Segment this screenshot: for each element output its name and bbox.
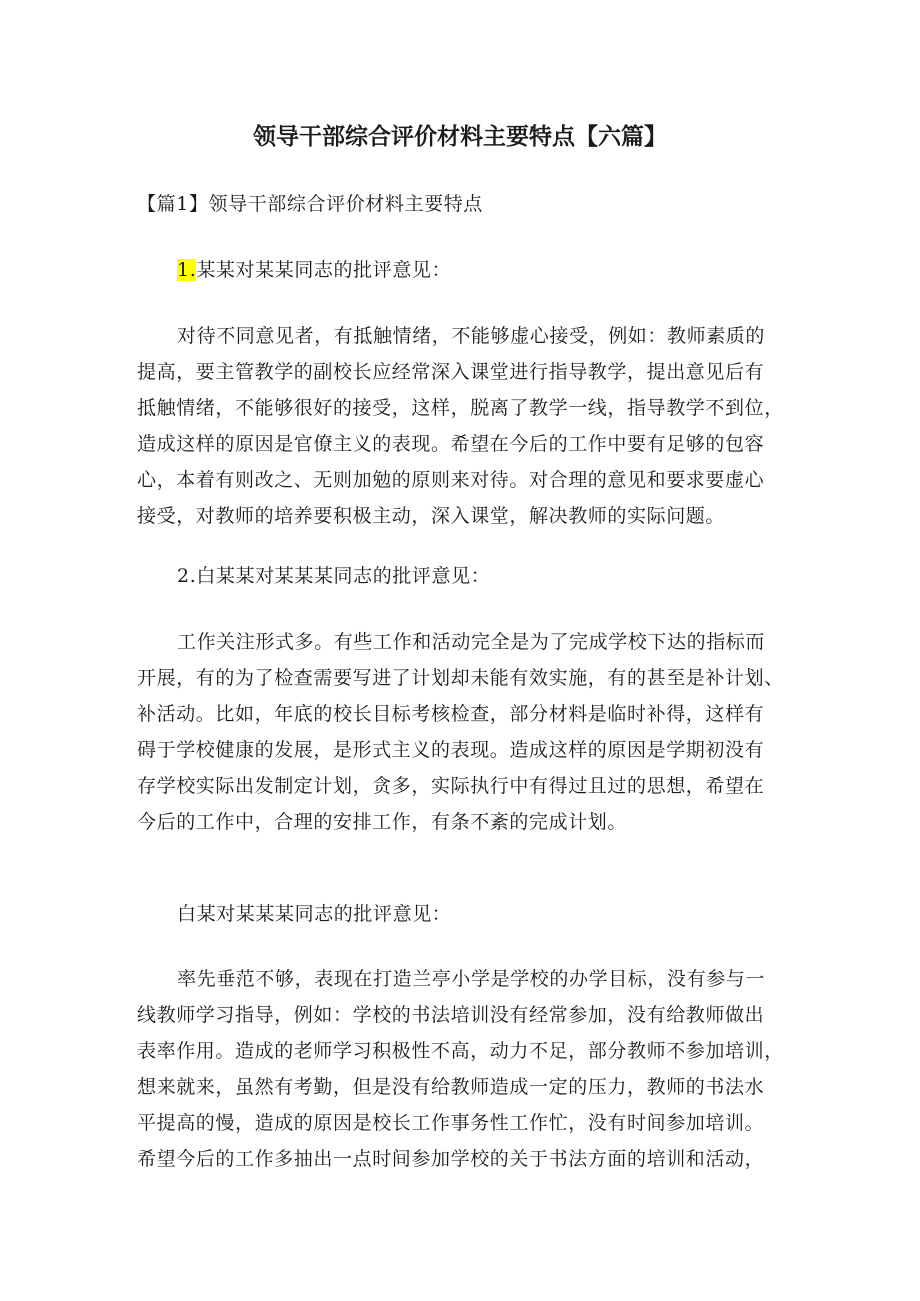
- paragraph-line: 表率作用。造成的老师学习积极性不高，动力不足，部分教师不参加培训，: [137, 1040, 784, 1062]
- paragraph-line: 碍于学校健康的发展，是形式主义的表现。造成这样的原因是学期初没有: [137, 739, 765, 761]
- item2-paragraph: [137, 624, 787, 840]
- highlighted-number: 1.: [177, 259, 197, 281]
- paragraph-line: 希望今后的工作多抽出一点时间参加学校的关于书法方面的培训和活动，: [137, 1148, 765, 1170]
- document-title: 领导干部综合评价材料主要特点【六篇】: [253, 124, 667, 150]
- section-heading: 【篇1】领导干部综合评价材料主要特点: [137, 193, 483, 215]
- paragraph-line: 想来就来，虽然有考勤，但是没有给教师造成一定的压力，教师的书法水: [137, 1076, 765, 1098]
- item2-heading: 2.白某某对某某某同志的批评意见：: [177, 565, 491, 587]
- paragraph-line: 提高，要主管教学的副校长应经常深入课堂进行指导教学，提出意见后有: [137, 361, 765, 383]
- item1-paragraph: [137, 318, 787, 534]
- paragraph-line: 存学校实际出发制定计划，贪多，实际执行中有得过且过的思想，希望在: [137, 775, 765, 797]
- paragraph-line: 率先垂范不够，表现在打造兰亭小学是学校的办学目标，没有参与一: [177, 968, 766, 990]
- item1-heading-line: [177, 258, 451, 282]
- paragraph-line: 补活动。比如，年底的校长目标考核检查，部分材料是临时补得，这样有: [137, 703, 765, 725]
- paragraph-line: 平提高的慢，造成的原因是校长工作事务性工作忙，没有时间参加培训。: [137, 1112, 765, 1134]
- paragraph-line: 工作关注形式多。有些工作和活动完全是为了完成学校下达的指标而: [177, 631, 766, 653]
- paragraph-line: 对待不同意见者，有抵触情绪，不能够虚心接受，例如：教师素质的: [177, 325, 766, 347]
- paragraph-line: 今后的工作中，合理的安排工作，有条不紊的完成计划。: [137, 811, 628, 833]
- paragraph-line: 接受，对教师的培养要积极主动，深入课堂，解决教师的实际问题。: [137, 505, 726, 527]
- paragraph-line: 造成这样的原因是官僚主义的表现。希望在今后的工作中要有足够的包容: [137, 433, 765, 455]
- paragraph-line: 心，本着有则改之、无则加勉的原则来对待。对合理的意见和要求要虚心: [137, 469, 765, 491]
- item1-heading: 某某对某某同志的批评意见：: [196, 259, 452, 281]
- paragraph-line: 线教师学习指导，例如：学校的书法培训没有经常参加，没有给教师做出: [137, 1004, 765, 1026]
- paragraph-line: 开展，有的为了检查需要写进了计划却未能有效实施，有的甚至是补计划、: [137, 667, 784, 689]
- item3-paragraph: [137, 961, 787, 1177]
- paragraph-line: 抵触情绪，不能够很好的接受，这样，脱离了教学一线，指导教学不到位，: [137, 397, 784, 419]
- item3-heading: 白某对某某某同志的批评意见：: [177, 903, 452, 925]
